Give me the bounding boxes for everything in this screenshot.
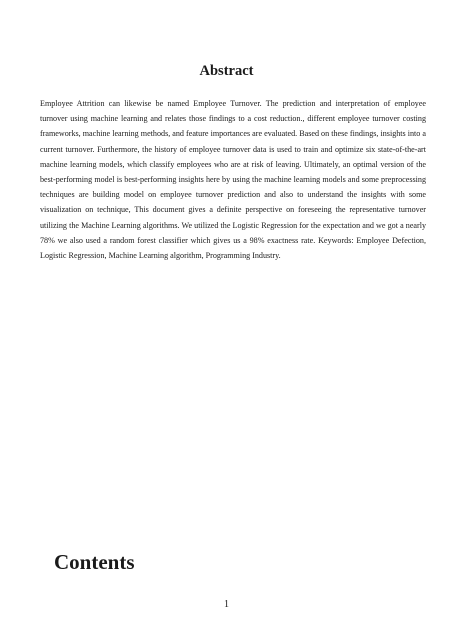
page-number: 1	[224, 599, 229, 610]
abstract-title: Abstract	[199, 63, 254, 79]
contents-heading: Contents	[54, 550, 135, 574]
abstract-body: Employee Attrition can likewise be named Employee Turnover. The prediction and interpretation of employee turnover using machine learning and relates those findings to a cost reduction., different employee turnover costing frameworks, machine learning methods, and feature importances are evaluated. Based on these findings, insights into a current turnover. Furthermore, the history of employee turnover data is used to train and optimize six state-of-the-art machine learning models, which classify employees who are at risk of leaving. Ultimately, an optimal version of the best-performing model is best-performing insights here by using the machine learning models and some preprocessing techniques are building model on employee turnover prediction and also to understand the insights with some visualization on technique, This document gives a definite perspective on foreseeing the representative turnover utilizing the Machine Learning algorithms. We utilized the Logistic Regression for the expectation and we got a nearly 78% we also used a random forest classifier which gives us a 98% exactness rate. Keywords: Employee Defection, Logistic Regression, Machine Learning algorithm, Programming Industry.	[40, 99, 426, 261]
